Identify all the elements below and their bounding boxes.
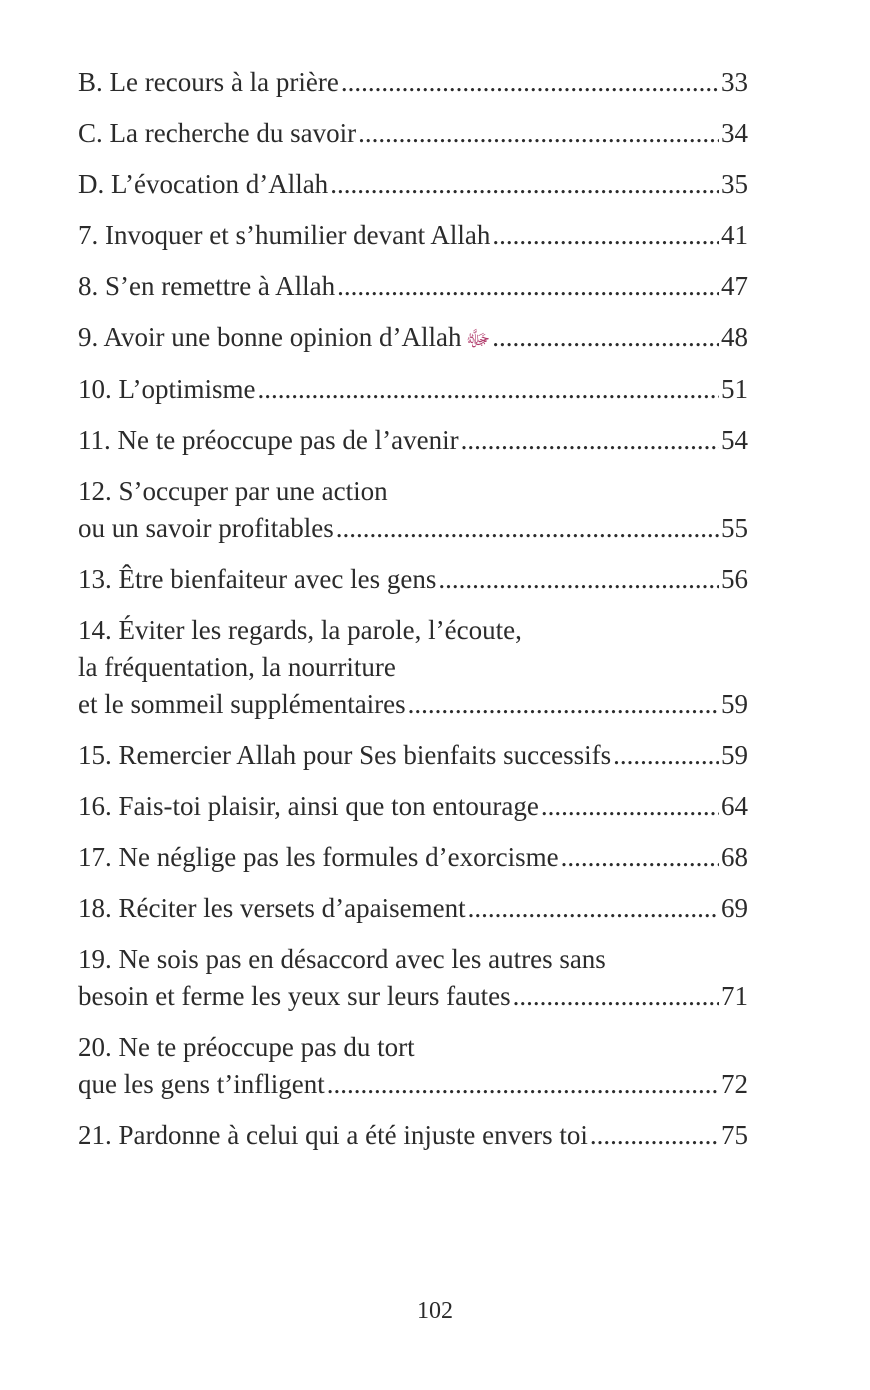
toc-entry-page-number: 55	[721, 513, 748, 543]
toc-entry	[78, 166, 748, 203]
dot-leaders	[337, 268, 719, 305]
toc-entry-line	[78, 561, 748, 598]
dot-leaders	[590, 1117, 719, 1154]
toc-entry-line	[78, 422, 748, 459]
toc-entry-title: 16. Fais-toi plaisir, ainsi que ton entourage	[78, 791, 539, 821]
toc-entry-title: 10. L’optimisme	[78, 374, 256, 404]
dot-leaders	[408, 686, 719, 723]
dot-leaders	[341, 64, 719, 101]
toc-entry-line	[78, 686, 748, 723]
toc-entry-title-line: la fréquentation, la nourriture	[78, 652, 396, 682]
toc-entry-page-number: 33	[721, 67, 748, 97]
toc-entry	[78, 1117, 748, 1154]
toc-entry-page-number: 56	[721, 564, 748, 594]
toc-entry-title: ou un savoir profitables	[78, 513, 334, 543]
toc-entry-title-line: 19. Ne sois pas en désaccord avec les autres sans	[78, 944, 606, 974]
toc-entry-line	[78, 64, 748, 101]
toc-entry	[78, 473, 748, 547]
toc-entry	[78, 788, 748, 825]
dot-leaders	[258, 371, 719, 408]
toc-entry-line	[78, 839, 748, 876]
toc-entry	[78, 319, 748, 357]
dot-leaders	[613, 737, 719, 774]
toc-entry-line	[78, 737, 748, 774]
honorific-glyph-icon: ﷻ	[465, 326, 491, 351]
toc-entry	[78, 561, 748, 598]
toc-entry-line	[78, 890, 748, 927]
toc-entry-title: 8. S’en remettre à Allah	[78, 271, 336, 301]
toc-entry-page-number: 34	[721, 118, 748, 148]
dot-leaders	[358, 115, 719, 152]
toc-entry-page-number: 59	[721, 689, 748, 719]
toc-entry-page-number: 54	[721, 425, 748, 455]
dot-leaders	[330, 166, 719, 203]
toc-entry-title: 9. Avoir une bonne opinion d’Allah	[78, 322, 462, 352]
toc-entry-page-number: 35	[721, 169, 748, 199]
toc-entry-line	[78, 788, 748, 825]
toc-entry-line	[78, 217, 748, 254]
dot-leaders	[336, 510, 719, 547]
toc-entry-title: 7. Invoquer et s’humilier devant Allah	[78, 220, 491, 250]
toc-entry-title: 15. Remercier Allah pour Ses bienfaits successifs	[78, 740, 612, 770]
toc-entry-title: que les gens t’infligent	[78, 1069, 325, 1099]
table-of-contents	[78, 64, 748, 1168]
toc-entry	[78, 941, 748, 1015]
toc-entry	[78, 1029, 748, 1103]
toc-entry-page-number: 51	[721, 374, 748, 404]
toc-entry-line	[78, 1066, 748, 1103]
toc-entry-page-number: 64	[721, 791, 748, 821]
toc-entry-title: 17. Ne néglige pas les formules d’exorcisme	[78, 842, 559, 872]
toc-entry-page-number: 72	[721, 1069, 748, 1099]
toc-entry-title: D. L’évocation d’Allah	[78, 169, 329, 199]
dot-leaders	[468, 890, 719, 927]
toc-entry	[78, 737, 748, 774]
dot-leaders	[492, 319, 719, 356]
toc-entry	[78, 371, 748, 408]
toc-entry-title: 21. Pardonne à celui qui a été injuste envers toi	[78, 1120, 588, 1150]
toc-entry-line	[78, 319, 748, 357]
toc-entry-line	[78, 166, 748, 203]
toc-entry-page-number: 41	[721, 220, 748, 250]
toc-entry-page-number: 71	[721, 981, 748, 1011]
toc-entry-page-number: 48	[721, 322, 748, 352]
toc-entry-title-line: 20. Ne te préoccupe pas du tort	[78, 1032, 415, 1062]
toc-entry-title: et le sommeil supplémentaires	[78, 689, 406, 719]
toc-entry	[78, 612, 748, 723]
toc-entry	[78, 115, 748, 152]
dot-leaders	[541, 788, 719, 825]
toc-entry-title: 11. Ne te préoccupe pas de l’avenir	[78, 425, 459, 455]
dot-leaders	[513, 978, 719, 1015]
toc-entry-line	[78, 268, 748, 305]
dot-leaders	[327, 1066, 719, 1103]
toc-entry	[78, 890, 748, 927]
toc-entry-line	[78, 371, 748, 408]
dot-leaders	[561, 839, 719, 876]
toc-entry	[78, 217, 748, 254]
toc-entry-page-number: 69	[721, 893, 748, 923]
toc-entry-line	[78, 978, 748, 1015]
toc-entry-title: 13. Être bienfaiteur avec les gens	[78, 564, 437, 594]
toc-entry	[78, 422, 748, 459]
toc-entry-title: 18. Réciter les versets d’apaisement	[78, 893, 466, 923]
toc-entry-page-number: 75	[721, 1120, 748, 1150]
toc-entry-title-line: 12. S’occuper par une action	[78, 476, 388, 506]
page-number: 102	[417, 1298, 453, 1324]
toc-entry	[78, 268, 748, 305]
toc-entry-title: besoin et ferme les yeux sur leurs fautes	[78, 981, 511, 1011]
toc-entry-page-number: 68	[721, 842, 748, 872]
dot-leaders	[461, 422, 719, 459]
toc-entry-page-number: 47	[721, 271, 748, 301]
toc-entry	[78, 64, 748, 101]
toc-entry-line	[78, 115, 748, 152]
toc-entry-title: C. La recherche du savoir	[78, 118, 357, 148]
toc-entry	[78, 839, 748, 876]
dot-leaders	[438, 561, 719, 598]
toc-entry-title-line: 14. Éviter les regards, la parole, l’écoute,	[78, 615, 522, 645]
dot-leaders	[492, 217, 719, 254]
toc-entry-page-number: 59	[721, 740, 748, 770]
toc-entry-line	[78, 1117, 748, 1154]
toc-entry-title: B. Le recours à la prière	[78, 67, 339, 97]
toc-entry-line	[78, 510, 748, 547]
